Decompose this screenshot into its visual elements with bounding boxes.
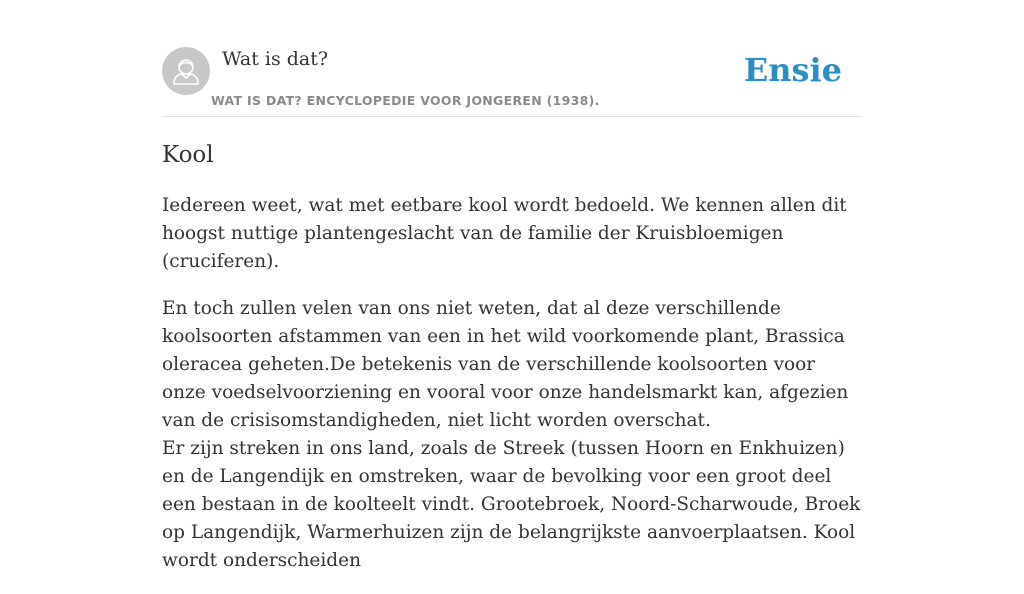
article-title: Kool bbox=[162, 142, 214, 168]
brand-logo[interactable]: Ensie bbox=[743, 51, 842, 89]
article-paragraph-2: En toch zullen velen van ons niet weten, dat al deze verschillende koolsoorten afstammen van een in het wild voorkomende plant, Brassica oleracea geheten.De betekenis van de verschillende koolsoorten voor onze voedselvoorziening en vooral voor onze handelsmarkt kan, afgezien van de crisisomstandigheden, niet licht worden overschat. bbox=[162, 298, 849, 431]
source-header bbox=[162, 46, 862, 117]
source-title[interactable]: Wat is dat? bbox=[222, 48, 329, 70]
article-paragraph-1: Iedereen weet, wat met eetbare kool wordt bedoeld. We kennen allen dit hoogst nuttige plantengeslacht van de familie der Kruisbloemigen (cruciferen). bbox=[162, 195, 847, 272]
article-body bbox=[162, 192, 862, 594]
source-subtitle[interactable]: WAT IS DAT? ENCYCLOPEDIE VOOR JONGEREN (1938). bbox=[211, 93, 600, 108]
user-icon-graphic bbox=[162, 47, 210, 95]
user-icon[interactable] bbox=[162, 47, 210, 95]
article-paragraph-3: Er zijn streken in ons land, zoals de Streek (tussen Hoorn en Enkhuizen) en de Langendijk en omstreken, waar de bevolking voor een groot deel een bestaan in de koolteelt vindt. Grootebroek, Noord-Scharwoude, Broek op Langendijk, Warmerhuizen zijn de belangrijkste aanvoerplaatsen. Kool wordt onderscheiden bbox=[162, 438, 861, 571]
